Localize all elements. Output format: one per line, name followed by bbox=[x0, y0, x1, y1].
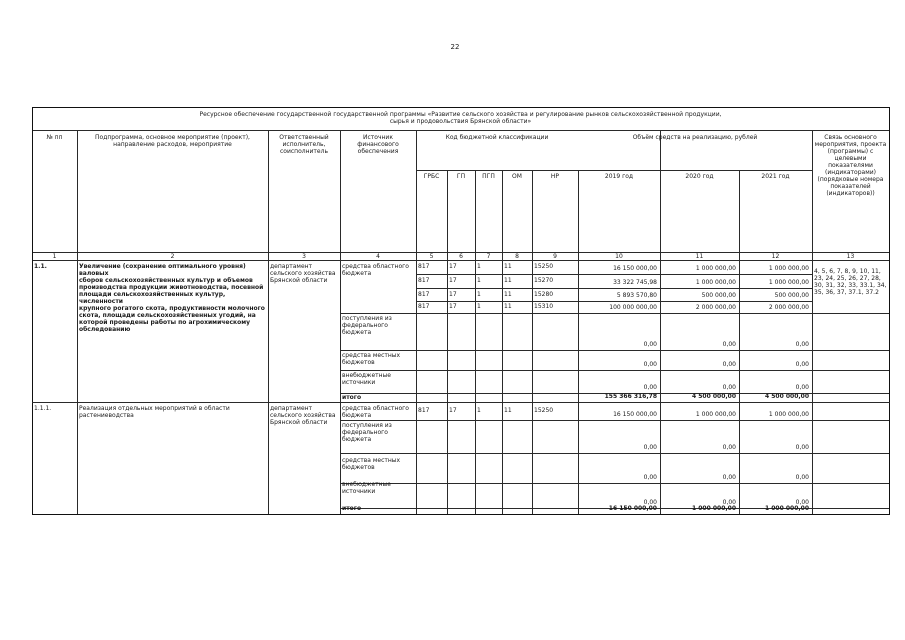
subheader-col-line bbox=[532, 170, 533, 260]
row-line bbox=[340, 483, 889, 484]
column-number: 2 bbox=[170, 253, 175, 260]
column-number: 5 bbox=[429, 253, 434, 260]
regional-row-grbs: 817 bbox=[418, 291, 430, 298]
source-row-y2021: 0,00 bbox=[795, 384, 809, 391]
header-col-line bbox=[660, 130, 661, 260]
header-top-line bbox=[32, 130, 890, 131]
col-line bbox=[416, 260, 417, 402]
regional-row-om: 11 bbox=[504, 263, 512, 270]
row-line bbox=[340, 420, 889, 421]
source-row-y2019: 0,00 bbox=[643, 444, 657, 451]
source-regional-budget: средства областного бюджета bbox=[342, 405, 409, 419]
col-line bbox=[660, 402, 661, 514]
col-header-om: ОМ bbox=[512, 173, 522, 180]
column-number: 10 bbox=[615, 253, 623, 260]
regional-row-y2021: 500 000,00 bbox=[774, 292, 809, 299]
source-label: средства местных бюджетов bbox=[342, 457, 401, 471]
colnum-bottom-line bbox=[32, 260, 890, 261]
regional-row-y2021: 1 000 000,00 bbox=[768, 265, 809, 272]
header-col-line bbox=[340, 130, 341, 260]
source-row-y2020: 0,00 bbox=[722, 384, 736, 391]
subheader-col-line bbox=[502, 170, 503, 260]
column-number: 7 bbox=[486, 253, 491, 260]
col-line bbox=[660, 260, 661, 402]
regional-row-np: 15310 bbox=[534, 303, 554, 310]
col-line bbox=[812, 260, 813, 402]
col-line bbox=[77, 402, 78, 514]
header-col-line bbox=[77, 130, 78, 260]
total-label: итого bbox=[342, 505, 362, 512]
row-line bbox=[340, 453, 889, 454]
source-row-y2019: 0,00 bbox=[643, 384, 657, 391]
regional-row-gp: 17 bbox=[449, 291, 457, 298]
col-header-executor: Ответственный исполнитель, соисполнитель bbox=[279, 134, 329, 155]
source-row-y2020: 0,00 bbox=[722, 444, 736, 451]
col-line bbox=[475, 402, 476, 514]
col-header-gp: ГП bbox=[456, 173, 466, 180]
regional-row-grbs: 817 bbox=[418, 407, 430, 414]
col-header-subprogram: Подпрограмма, основное мероприятие (проект), направление расходов, мероприятие bbox=[95, 134, 250, 148]
regional-row-pgp: 1 bbox=[477, 263, 481, 270]
regional-row-y2019: 16 150 000,00 bbox=[613, 411, 657, 418]
col-header-budget-code: Код бюджетной классификации bbox=[445, 134, 549, 141]
column-number: 11 bbox=[695, 253, 704, 260]
col-line bbox=[416, 402, 417, 514]
regional-row-y2020: 1 000 000,00 bbox=[695, 279, 736, 286]
total-row-y2021: 1 000 000,00 bbox=[764, 505, 809, 512]
column-number: 3 bbox=[302, 253, 306, 260]
regional-row-y2020: 1 000 000,00 bbox=[695, 265, 736, 272]
col-line bbox=[268, 402, 269, 514]
table-top-border bbox=[32, 107, 890, 108]
source-row-y2021: 0,00 bbox=[795, 474, 809, 481]
row-line bbox=[416, 288, 812, 289]
column-number: 1 bbox=[52, 253, 57, 260]
col-header-indicators: Связь основного мероприятия, проекта (программы) с целевыми показателями (индикаторами) (порядковые номера показателей (индикаторов)) bbox=[814, 134, 887, 197]
source-row-y2021: 0,00 bbox=[795, 341, 809, 348]
regional-row-y2021: 1 000 000,00 bbox=[768, 411, 809, 418]
col-line bbox=[502, 402, 503, 514]
regional-row-gp: 17 bbox=[449, 303, 457, 310]
subheader-col-line bbox=[475, 170, 476, 260]
column-number: 12 bbox=[771, 253, 780, 260]
col-header-y2021: 2021 год bbox=[761, 173, 790, 180]
col-header-y2019: 2019 год bbox=[604, 173, 634, 180]
col-line bbox=[578, 260, 579, 402]
source-label: средства местных бюджетов bbox=[342, 352, 401, 366]
col-header-np: НР bbox=[550, 173, 560, 180]
source-label: поступления из федерального бюджета bbox=[342, 422, 392, 443]
col-header-y2020: 2020 год bbox=[685, 173, 714, 180]
total-row-y2021: 4 500 000,00 bbox=[764, 393, 809, 400]
col-line bbox=[340, 260, 341, 402]
block-separator bbox=[32, 402, 890, 403]
row-line bbox=[340, 313, 812, 314]
source-row-y2021: 0,00 bbox=[795, 361, 809, 368]
regional-row-grbs: 817 bbox=[418, 303, 430, 310]
col-header-num: № пп bbox=[46, 134, 63, 141]
regional-row-pgp: 1 bbox=[477, 291, 481, 298]
subheader-col-line bbox=[447, 170, 448, 260]
regional-row-om: 11 bbox=[504, 277, 512, 284]
table-left-border bbox=[32, 107, 33, 514]
row-line bbox=[416, 301, 812, 302]
regional-row-grbs: 817 bbox=[418, 263, 430, 270]
col-line bbox=[532, 260, 533, 402]
col-line bbox=[77, 260, 78, 402]
col-line bbox=[447, 402, 448, 514]
regional-row-pgp: 1 bbox=[477, 407, 481, 414]
regional-row-y2019: 33 322 745,98 bbox=[613, 279, 657, 286]
header-col-line bbox=[416, 130, 417, 260]
source-row-y2020: 0,00 bbox=[722, 341, 736, 348]
total-label: итого bbox=[342, 394, 362, 401]
regional-row-y2020: 500 000,00 bbox=[701, 292, 736, 299]
column-number: 13 bbox=[846, 253, 855, 260]
source-label: поступления из федерального бюджета bbox=[342, 315, 392, 336]
column-number: 9 bbox=[553, 253, 557, 260]
regional-row-np: 15270 bbox=[534, 277, 554, 284]
table-title: Ресурсное обеспечение государственной государственной программы «Развитие сельского хозяйства и регулирование рынков сельскохозяйственной продукции, сырья и продовольствия Брянской области» bbox=[199, 111, 722, 125]
col-line bbox=[812, 402, 813, 514]
subheader-col-line bbox=[739, 170, 740, 260]
source-row-y2020: 0,00 bbox=[722, 474, 736, 481]
regional-row-np: 15280 bbox=[534, 291, 554, 298]
column-number: 8 bbox=[515, 253, 519, 260]
row-line bbox=[416, 274, 812, 275]
header-col-line bbox=[268, 130, 269, 260]
source-row-y2021: 0,00 bbox=[795, 499, 809, 506]
row-number: 1.1. bbox=[34, 263, 47, 270]
source-row-y2019: 0,00 bbox=[643, 361, 657, 368]
col-line bbox=[578, 402, 579, 514]
row-executor: департамент сельского хозяйства Брянской области bbox=[270, 263, 336, 284]
row-name: Увеличение (сохранение оптимального уровня) валовых сборов сельскохозяйственных культур и объемов производства продукции животноводства, посевной площади сельскохозяйственных культур, численности крупного рогатого скота, продуктивности молочного скота, площади сельскохозяйственных угодий, на которой проведены работы по агрохимическому обследованию bbox=[79, 263, 265, 333]
regional-row-grbs: 817 bbox=[418, 277, 430, 284]
row-line bbox=[340, 350, 889, 351]
regional-row-y2021: 1 000 000,00 bbox=[768, 279, 809, 286]
col-line bbox=[447, 260, 448, 402]
col-line bbox=[739, 260, 740, 402]
col-line bbox=[340, 402, 341, 514]
total-row-y2020: 4 500 000,00 bbox=[691, 393, 736, 400]
total-row-y2019: 16 150 000,00 bbox=[608, 505, 657, 512]
col-header-pgp: ПГП bbox=[482, 173, 495, 180]
regional-row-om: 11 bbox=[504, 303, 512, 310]
source-regional-budget: средства областного бюджета bbox=[342, 263, 409, 277]
col-line bbox=[532, 402, 533, 514]
source-row-y2019: 0,00 bbox=[643, 474, 657, 481]
column-number: 4 bbox=[376, 253, 380, 260]
source-label: внебюджетные источники bbox=[342, 372, 391, 386]
regional-row-y2021: 2 000 000,00 bbox=[768, 304, 809, 311]
regional-row-y2019: 100 000 000,00 bbox=[609, 304, 657, 311]
row-line bbox=[340, 370, 889, 371]
subheader-col-line bbox=[578, 170, 579, 260]
source-row-y2021: 0,00 bbox=[795, 444, 809, 451]
total-row-y2020: 1 000 000,00 bbox=[691, 505, 736, 512]
col-line bbox=[475, 260, 476, 402]
row-number: 1.1.1. bbox=[34, 405, 52, 412]
regional-row-np: 15250 bbox=[534, 407, 554, 414]
regional-row-gp: 17 bbox=[449, 263, 457, 270]
table-right-border bbox=[889, 107, 890, 514]
col-line bbox=[502, 260, 503, 402]
table-bottom-border bbox=[32, 514, 890, 515]
row-line bbox=[812, 313, 889, 314]
row-executor: департамент сельского хозяйства Брянской области bbox=[270, 405, 336, 426]
regional-row-om: 11 bbox=[504, 407, 512, 414]
source-row-y2019: 0,00 bbox=[643, 341, 657, 348]
regional-row-gp: 17 bbox=[449, 407, 457, 414]
total-row-y2019: 155 366 316,78 bbox=[604, 393, 657, 400]
col-line bbox=[739, 402, 740, 514]
source-row-y2019: 0,00 bbox=[643, 499, 657, 506]
regional-row-pgp: 1 bbox=[477, 303, 481, 310]
regional-row-gp: 17 bbox=[449, 277, 457, 284]
regional-row-y2020: 1 000 000,00 bbox=[695, 411, 736, 418]
col-header-sources: Источник финансового обеспечения bbox=[357, 134, 399, 155]
regional-row-pgp: 1 bbox=[477, 277, 481, 284]
col-header-volume: Объём средств на реализацию, рублей bbox=[632, 134, 758, 141]
row-name: Реализация отдельных мероприятий в области растениеводства bbox=[79, 405, 230, 419]
source-label: внебюджетные источники bbox=[342, 481, 391, 495]
regional-row-y2019: 16 150 000,00 bbox=[613, 265, 657, 272]
source-row-y2020: 0,00 bbox=[722, 499, 736, 506]
regional-row-om: 11 bbox=[504, 291, 512, 298]
col-header-grbs: ГРБС bbox=[423, 173, 440, 180]
row-indicator-links: 4, 5, 6, 7, 8, 9, 10, 11, 23, 24, 25, 26, 27, 28, 30, 31, 32, 33, 33.1, 34, 35, 36, 37, 37.1, 37.2 bbox=[814, 268, 887, 296]
column-number: 6 bbox=[459, 253, 463, 260]
page-number: 22 bbox=[450, 43, 460, 51]
regional-row-y2019: 5 893 570,80 bbox=[616, 292, 657, 299]
regional-row-np: 15250 bbox=[534, 263, 554, 270]
col-line bbox=[268, 260, 269, 402]
regional-row-y2020: 2 000 000,00 bbox=[695, 304, 736, 311]
source-row-y2020: 0,00 bbox=[722, 361, 736, 368]
